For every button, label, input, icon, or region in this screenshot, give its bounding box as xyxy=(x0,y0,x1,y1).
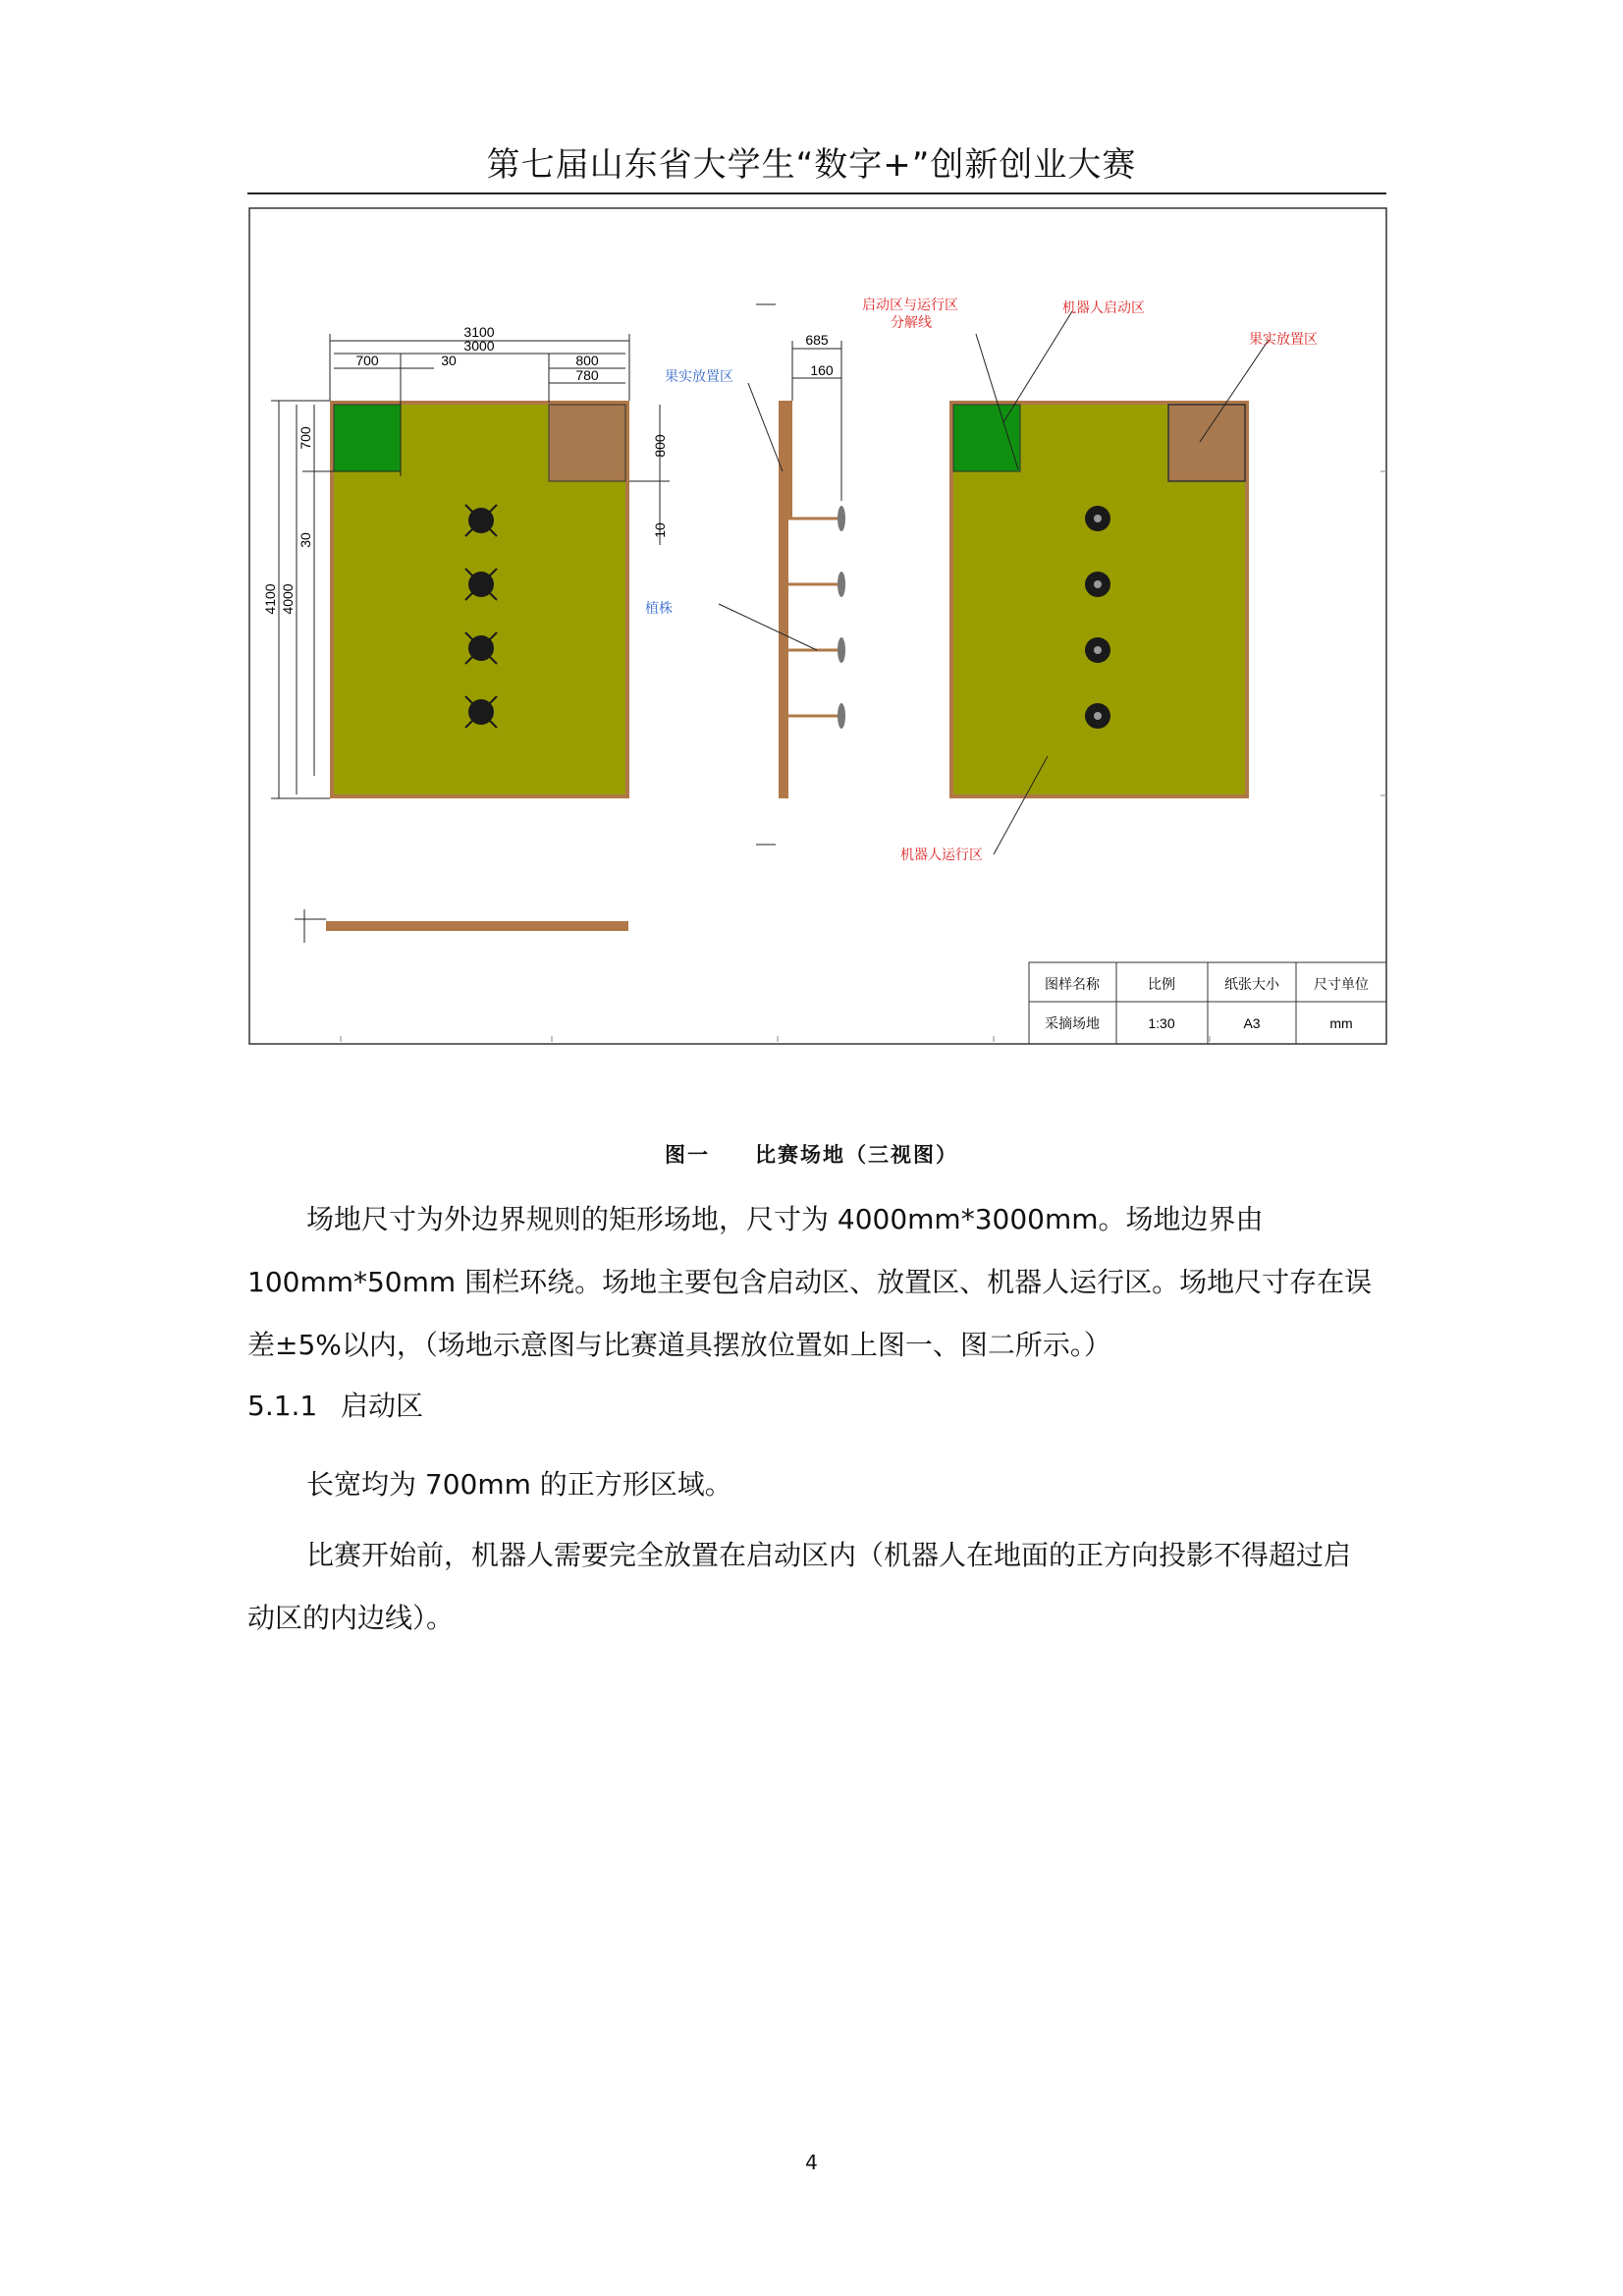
title-block-value-paper: A3 xyxy=(1243,1015,1261,1031)
right-fruit-zone xyxy=(1168,405,1245,481)
field-three-view-drawing xyxy=(247,206,1388,1046)
dim-160: 160 xyxy=(810,362,834,378)
page-number: 4 xyxy=(805,2151,818,2174)
title-block-header-name: 图样名称 xyxy=(1045,976,1100,992)
label-robot-run-zone: 机器人运行区 xyxy=(900,847,983,862)
dim-800-side: 800 xyxy=(652,434,668,458)
side-view-board xyxy=(779,401,788,798)
header-rule xyxy=(247,192,1386,194)
title-block xyxy=(1029,962,1386,1044)
dim-700-top: 700 xyxy=(355,353,379,368)
dim-30-top: 30 xyxy=(441,353,457,368)
dim-30-side: 30 xyxy=(298,532,313,548)
paragraph-start-rule: 比赛开始前，机器人需要完全放置在启动区内（机器人在地面的正方向投影不得超过启 动区的内边线）。 xyxy=(247,1539,1352,1634)
title-block-value-scale: 1:30 xyxy=(1148,1015,1175,1031)
section-title: 启动区 xyxy=(341,1390,424,1422)
dim-4000: 4000 xyxy=(280,583,296,615)
dim-780-top: 780 xyxy=(575,367,599,383)
left-start-zone xyxy=(334,405,401,471)
label-fruit-zone-left: 果实放置区 xyxy=(665,368,733,384)
dim-685: 685 xyxy=(805,332,829,348)
title-block-header-scale: 比例 xyxy=(1148,976,1175,992)
label-robot-start-zone: 机器人启动区 xyxy=(1062,300,1145,315)
section-heading xyxy=(247,1385,423,1424)
title-block-value-unit: mm xyxy=(1329,1015,1353,1031)
label-tree-trunk: 植株 xyxy=(645,600,673,616)
dim-10-side: 10 xyxy=(652,522,668,538)
dim-700-side: 700 xyxy=(298,426,313,450)
title-block-header-paper: 纸张大小 xyxy=(1224,976,1279,992)
dim-3100: 3100 xyxy=(463,324,495,340)
dim-4100: 4100 xyxy=(262,583,278,615)
side-view-fruit-zone xyxy=(788,401,792,519)
side-view-plants xyxy=(788,519,841,716)
bottom-view-board xyxy=(326,921,628,931)
title-block-value-name: 采摘场地 xyxy=(1045,1015,1100,1031)
section-number: 5.1.1 xyxy=(247,1390,318,1422)
right-start-zone xyxy=(953,405,1020,471)
header-title: 第七届山东省大学生“数字+”创新创业大赛 xyxy=(486,145,1137,185)
title-block-header-unit: 尺寸单位 xyxy=(1314,976,1369,992)
dim-3000: 3000 xyxy=(463,338,495,354)
left-fruit-zone xyxy=(549,405,625,481)
paragraph-field-size: 场地尺寸为外边界规则的矩形场地，尺寸为 4000mm*3000mm。场地边界由 100mm*50mm 围栏环绕。场地主要包含启动区、放置区、机器人运行区。场地尺寸存在误 差±5%以内，（场地示意图与比赛道具摆放位置如上图一、图二所示。） xyxy=(247,1203,1373,1361)
paragraph-start-zone-size: 长宽均为 700mm 的正方形区域。 xyxy=(306,1468,732,1501)
figure-caption: 图一 比赛场地（三视图） xyxy=(665,1143,958,1167)
label-divider-line: 启动区与运行区分解线 xyxy=(862,297,958,330)
label-fruit-zone-right: 果实放置区 xyxy=(1249,331,1318,347)
dim-800-top: 800 xyxy=(575,353,599,368)
